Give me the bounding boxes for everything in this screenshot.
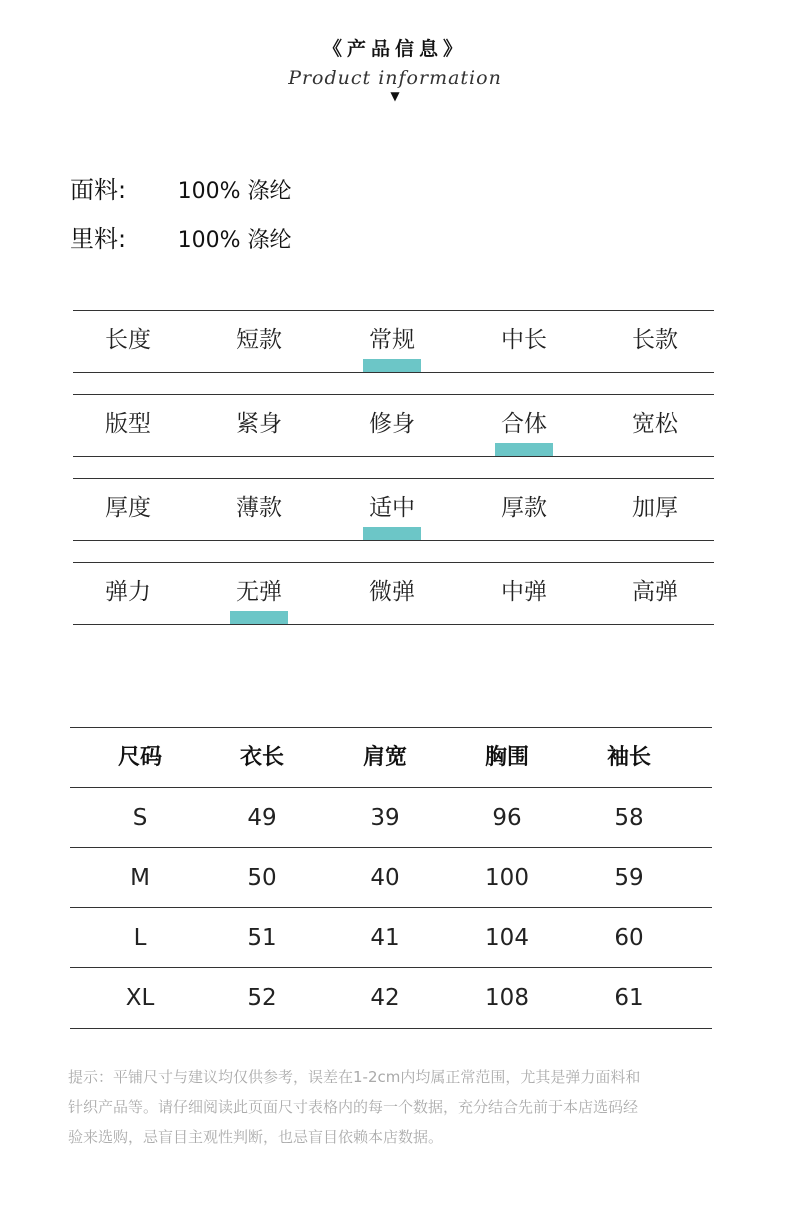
attribute-row-fit	[73, 394, 714, 457]
attribute-option: 中弹	[501, 579, 547, 605]
attribute-option: 长款	[632, 327, 678, 353]
table-cell: 52	[247, 985, 277, 1011]
table-row	[70, 967, 712, 1029]
table-cell: 58	[614, 805, 644, 831]
attribute-option: 无弹	[195, 563, 323, 624]
note-line: 针织产品等。请仔细阅读此页面尺寸表格内的每一个数据，充分结合先前于本店选码经	[68, 1098, 639, 1116]
column-header: 袖长	[606, 745, 651, 770]
table-cell: 60	[614, 925, 644, 951]
selected-marker	[495, 443, 553, 456]
attribute-option: 宽松	[632, 411, 678, 437]
table-cell: 59	[614, 865, 644, 891]
lining-value: 100% 涤纶	[177, 228, 292, 253]
table-cell: 96	[492, 805, 522, 831]
column-header: 衣长	[239, 745, 284, 770]
attribute-row-thickness	[73, 478, 714, 541]
selected-marker	[230, 611, 288, 624]
section-header	[0, 34, 790, 103]
table-row	[70, 787, 712, 848]
attribute-option: 微弹	[369, 579, 415, 605]
attribute-option: 加厚	[632, 495, 678, 521]
size-table-header	[70, 727, 712, 788]
column-header: 尺码	[117, 745, 162, 770]
column-header: 肩宽	[362, 745, 407, 770]
attribute-label: 版型	[105, 411, 151, 437]
attribute-option: 修身	[369, 411, 415, 437]
table-cell: M	[130, 865, 150, 891]
table-row	[70, 847, 712, 908]
table-cell: 108	[485, 985, 529, 1011]
table-cell: 104	[485, 925, 529, 951]
down-triangle-icon: ▼	[390, 89, 400, 103]
attribute-option: 高弹	[632, 579, 678, 605]
section-subtitle: Product information	[288, 67, 502, 89]
attribute-option: 厚款	[501, 495, 547, 521]
selected-marker	[363, 527, 421, 540]
attribute-option: 中长	[501, 327, 547, 353]
table-cell: 50	[247, 865, 277, 891]
table-cell: 40	[370, 865, 400, 891]
attribute-label: 厚度	[105, 495, 151, 521]
table-cell: S	[132, 805, 148, 831]
attribute-option: 适中	[328, 479, 456, 540]
attribute-row-elasticity	[73, 562, 714, 625]
lining-label: 里料:	[70, 225, 127, 253]
table-cell: L	[133, 925, 147, 951]
table-cell: 49	[247, 805, 277, 831]
attribute-option: 合体	[460, 395, 588, 456]
fabric-value: 100% 涤纶	[177, 179, 292, 204]
fabric-label: 面料:	[70, 176, 127, 204]
note-line: 提示：平铺尺寸与建议均仅供参考，误差在1-2cm内均属正常范围，尤其是弹力面料和	[68, 1068, 641, 1086]
attribute-option: 常规	[328, 311, 456, 372]
note-line: 验来选购，忌盲目主观性判断，也忌盲目依赖本店数据。	[68, 1128, 444, 1146]
column-header: 胸围	[484, 745, 529, 770]
fabric-row	[70, 170, 292, 205]
attribute-label: 弹力	[105, 579, 151, 605]
section-title: 《产品信息》	[322, 38, 467, 60]
table-cell: XL	[125, 985, 155, 1011]
table-row	[70, 907, 712, 968]
table-cell: 100	[485, 865, 529, 891]
attribute-option: 紧身	[236, 411, 282, 437]
table-cell: 42	[370, 985, 400, 1011]
table-cell: 51	[247, 925, 277, 951]
table-cell: 39	[370, 805, 400, 831]
lining-row	[70, 219, 292, 254]
size-note	[68, 1062, 718, 1152]
attribute-label: 长度	[105, 327, 151, 353]
selected-marker	[363, 359, 421, 372]
table-cell: 61	[614, 985, 644, 1011]
table-cell: 41	[370, 925, 400, 951]
attribute-option: 薄款	[236, 495, 282, 521]
attribute-option: 短款	[236, 327, 282, 353]
attribute-row-length	[73, 310, 714, 373]
